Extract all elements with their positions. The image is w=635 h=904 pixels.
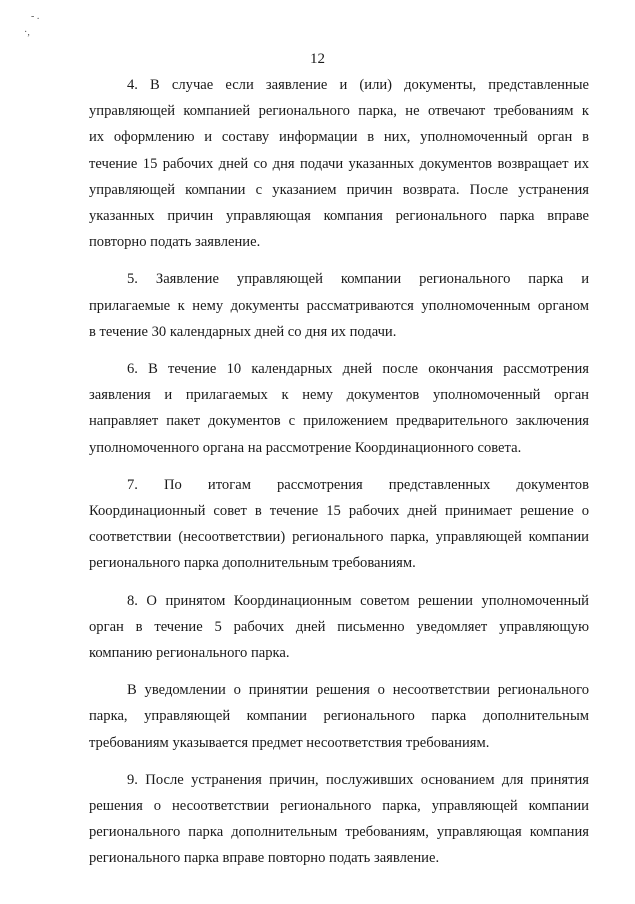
scan-artifact-mark: ·, [24, 27, 30, 38]
text-line: направляет пакет документов с приложением предварительного заключения [89, 413, 589, 430]
text-line: соответствии (несоответствии) регионального парка, управляющей компании [89, 529, 589, 546]
text-line: парка, управляющей компании регионального парка дополнительным [89, 708, 589, 725]
text-line: регионального парка вправе повторно подать заявление. [89, 850, 440, 867]
text-line: 6. В течение 10 календарных дней после окончания рассмотрения [127, 361, 589, 378]
text-line: решения о несоответствии регионального парка, управляющей компании [89, 798, 589, 815]
text-line: течение 15 рабочих дней со дня подачи указанных документов возвращает их [89, 155, 589, 172]
text-line: требованиям указывается предмет несоответствия требованиям. [89, 734, 490, 751]
page-number: 12 [310, 51, 325, 67]
paragraph [89, 356, 589, 461]
scan-artifact-mark: - . [31, 11, 40, 22]
text-line: В уведомлении о принятии решения о несоответствии регионального [127, 682, 589, 699]
paragraph [89, 72, 589, 255]
text-line: регионального парка дополнительным требованиям. [89, 555, 416, 572]
text-line: 7. По итогам рассмотрения представленных документов [127, 476, 589, 493]
text-line: компанию регионального парка. [89, 645, 290, 662]
text-line: их оформлению и составу информации в них, уполномоченный орган в [89, 129, 589, 146]
text-line: указанных причин управляющая компания регионального парка вправе [89, 208, 589, 225]
text-line: 9. После устранения причин, послуживших основанием для принятия [127, 771, 589, 788]
text-line: 5. Заявление управляющей компании регионального парка и [127, 271, 589, 288]
text-line: в течение 30 календарных дней со дня их подачи. [89, 323, 397, 340]
paragraph [89, 588, 589, 667]
text-line: уполномоченного органа на рассмотрение Координационного совета. [89, 439, 522, 456]
text-line: прилагаемые к нему документы рассматриваются уполномоченным органом [89, 297, 589, 314]
text-line: управляющей компании с указанием причин возврата. После устранения [89, 181, 589, 198]
paragraph [89, 767, 589, 872]
paragraph [89, 677, 589, 756]
text-line: 8. О принятом Координационным советом решении уполномоченный [127, 592, 589, 609]
text-line: 4. В случае если заявление и (или) документы, представленные [127, 77, 589, 93]
text-line: орган в течение 5 рабочих дней письменно уведомляет управляющую [89, 618, 589, 635]
text-line: заявления и прилагаемых к нему документов уполномоченный орган [89, 387, 589, 404]
text-line: Координационный совет в течение 15 рабочих дней принимает решение о [89, 503, 589, 520]
paragraph [89, 266, 589, 345]
document-body [89, 72, 589, 883]
text-line: регионального парка дополнительным требованиям, управляющая компания [89, 824, 589, 841]
text-line: управляющей компанией регионального парка, не отвечают требованиям к [89, 103, 589, 120]
text-line: повторно подать заявление. [89, 234, 261, 251]
paragraph [89, 472, 589, 577]
